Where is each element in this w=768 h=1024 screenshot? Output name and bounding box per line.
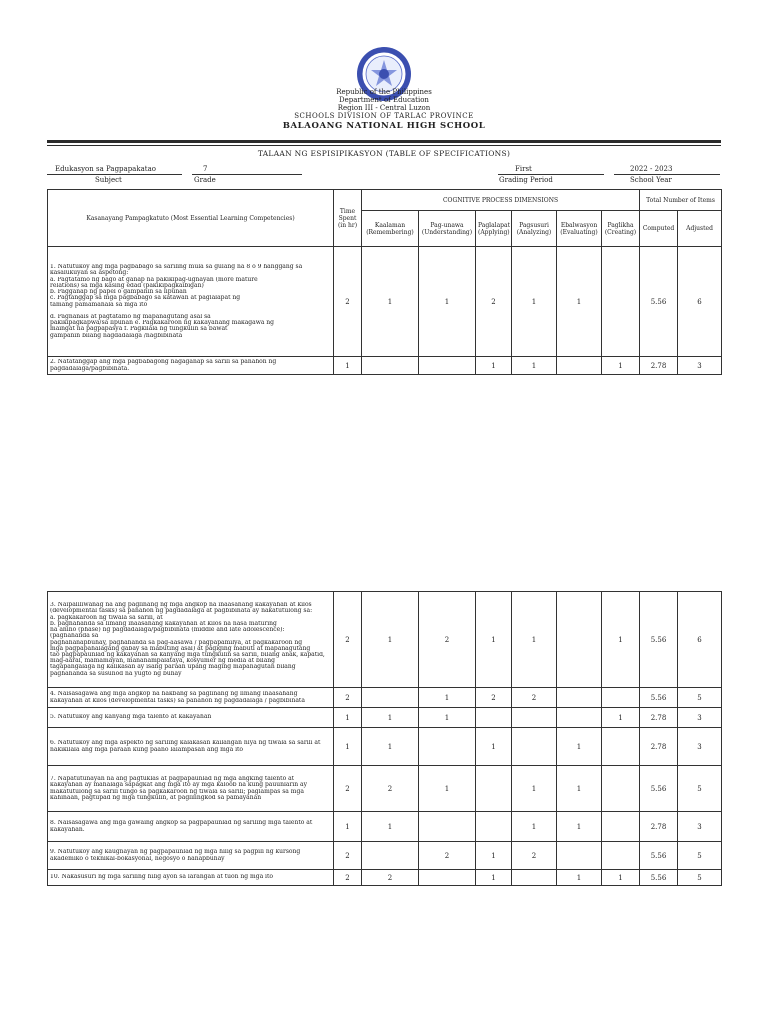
remembering-cell: 1 <box>362 708 419 728</box>
remembering-cell <box>362 688 419 708</box>
creating-cell: 1 <box>602 870 640 886</box>
table-row <box>48 708 722 728</box>
competency-cell <box>48 247 334 357</box>
competency-line: b. paghahanda sa limang inaasahang kakayahan at kilos na nasa maturing <box>50 620 277 627</box>
header-applying: Paglalapat (Applying) <box>476 211 512 247</box>
competency-line: 3. Naipaliliwanag na ang paglinang ng mga angkop na inaasahang kakayahan at kilos <box>50 602 312 609</box>
competency-line: 6. Natutukoy ang mga aspekto ng sariling kalakasan kailangan niya ng tiwala sa sarili at <box>50 740 321 747</box>
computed-cell: 2.78 <box>640 357 678 375</box>
applying-cell <box>476 766 512 812</box>
analyzing-cell <box>512 708 557 728</box>
competency-line: akademiko o teknikal-bokasyonal, negosyo o hanapbuhay <box>50 855 225 862</box>
table-row <box>48 812 722 842</box>
header-remembering: Kaalaman (Remembering) <box>362 211 419 247</box>
understanding-cell: 2 <box>419 592 476 688</box>
remembering-cell: 2 <box>362 766 419 812</box>
competency-line: kakayahan ay mahalaga sapagkat ang mga ito ay mga kaloob na kung pauunlarin ay <box>50 782 307 789</box>
header-analyzing: Pagsusuri (Analyzing) <box>512 211 557 247</box>
evaluating-cell: 1 <box>557 812 602 842</box>
creating-cell <box>602 842 640 870</box>
understanding-cell <box>419 812 476 842</box>
analyzing-cell: 1 <box>512 766 557 812</box>
document-title: TALAAN NG ESPISIPIKASYON (TABLE OF SPECIFICATIONS) <box>257 149 511 158</box>
remembering-cell: 2 <box>362 870 419 886</box>
time-spent-cell: 2 <box>334 766 362 812</box>
header-total-items: Total Number of Items <box>640 190 722 211</box>
understanding-cell: 1 <box>419 247 476 357</box>
competency-line: kasalukuyan sa aspetong: <box>50 270 129 277</box>
time-spent-cell: 2 <box>334 247 362 357</box>
table-row <box>48 592 722 688</box>
school-name: BALAOANG NATIONAL HIGH SCHOOL <box>282 121 486 131</box>
competency-line: 8. Naisasagawa ang mga gawaing angkop sa pagpapaunlad ng sariling mga talento at <box>50 820 313 827</box>
subject-underline <box>47 174 182 175</box>
competency-line: a. Pagtatamo ng bago at ganap na pakikipag-ugnayan (more mature <box>50 276 258 283</box>
table-row <box>48 357 722 375</box>
creating-cell <box>602 688 640 708</box>
applying-cell: 1 <box>476 357 512 375</box>
evaluating-cell <box>557 688 602 708</box>
school-year-value: 2022 - 2023 <box>630 165 673 173</box>
computed-cell: 5.56 <box>640 247 678 357</box>
competency-line: (paghahanda sa <box>50 633 99 640</box>
time-spent-cell: 1 <box>334 812 362 842</box>
grade-value: 7 <box>203 165 208 173</box>
grading-period-label: Grading Period <box>499 176 553 184</box>
evaluating-cell <box>557 842 602 870</box>
applying-cell <box>476 708 512 728</box>
adjusted-cell: 5 <box>678 870 722 886</box>
creating-cell <box>602 812 640 842</box>
applying-cell: 1 <box>476 592 512 688</box>
analyzing-cell: 2 <box>512 688 557 708</box>
competency-cell <box>48 708 334 728</box>
computed-cell: 2.78 <box>640 812 678 842</box>
header-computed: Computed <box>640 211 678 247</box>
evaluating-cell <box>557 357 602 375</box>
applying-cell: 2 <box>476 688 512 708</box>
competency-line: 1. Natutukoy ang mga pagbabago sa sariling mula sa gulang na 8 o 9 hanggang sa <box>50 264 303 271</box>
time-spent-cell: 2 <box>334 592 362 688</box>
competency-cell <box>48 357 334 375</box>
competency-line: c. Pagtanggap sa mga pagbabago sa katawan at paglalapat ng <box>50 295 241 302</box>
applying-cell: 1 <box>476 728 512 766</box>
competency-line: na anino (phase) ng pagdadalaga/pagbibinata (middle and late adolescence): <box>50 627 285 634</box>
analyzing-cell <box>512 870 557 886</box>
analyzing-cell: 1 <box>512 247 557 357</box>
applying-cell <box>476 812 512 842</box>
grading-period-value: First <box>515 165 532 173</box>
understanding-cell <box>419 870 476 886</box>
table-row <box>48 842 722 870</box>
competency-line: 4. Naisasagawa ang mga angkop na hakbang sa paglinang ng limang inaasahang <box>50 691 298 698</box>
remembering-cell <box>362 357 419 375</box>
creating-cell: 1 <box>602 708 640 728</box>
computed-cell: 5.56 <box>640 766 678 812</box>
competency-line: mag-aaral, mamamayan, mananampalataya, kosyumer ng media at bilang <box>50 658 275 665</box>
remembering-cell: 1 <box>362 592 419 688</box>
subject-label: Subject <box>95 176 122 184</box>
division-line: SCHOOLS DIVISION OF TARLAC PROVINCE <box>294 112 474 120</box>
header-competency: Kasanayang Pampagkatuto (Most Essential Learning Competencies) <box>48 190 334 247</box>
competency-line: 7. Napatutunayan na ang pagtuklas at pagpapaunlad ng mga angking talento at <box>50 776 295 783</box>
competency-cell <box>48 842 334 870</box>
competency-line: paghahanapbuhay, paghahanda sa pag-aasawa / pagpapamilya, at pagkakaroon ng <box>50 639 303 646</box>
adjusted-cell: 3 <box>678 728 722 766</box>
remembering-cell <box>362 842 419 870</box>
evaluating-cell: 1 <box>557 766 602 812</box>
evaluating-cell: 1 <box>557 728 602 766</box>
computed-cell: 2.78 <box>640 728 678 766</box>
subject-value: Edukasyon sa Pagpapakatao <box>55 165 156 173</box>
competency-line: pakikipagkapwa/sa lipunan e. Pagkakaroon ng kakayahang makagawa ng <box>50 320 275 327</box>
time-spent-cell: 1 <box>334 728 362 766</box>
competency-line: b. Pagganap ng papel o gampanin sa lipunan <box>50 289 187 296</box>
republic-line: Republic of the Philippines <box>336 88 432 96</box>
competency-line: paghahanda sa susunod na yugto ng buhay <box>50 670 182 677</box>
competency-line: kakayahan at kilos (developmental tasks) sa panahon ng pagdadalaga / pagbibinata <box>50 697 305 704</box>
adjusted-cell: 6 <box>678 592 722 688</box>
evaluating-cell: 1 <box>557 870 602 886</box>
table-row <box>48 728 722 766</box>
competency-line: nakikilala ang mga paraan kung paano lalampasan ang mga ito <box>50 746 244 753</box>
competency-line: 2. Natatanggap ang mga pagbabagong nagaganap sa sarili sa panahon ng <box>50 359 277 366</box>
competency-cell <box>48 766 334 812</box>
competency-cell <box>48 728 334 766</box>
competency-line: mga pagpapahalagang gabay sa mabuting asal) at pagiging mabuti at mapanagutang <box>50 645 311 652</box>
time-spent-cell: 1 <box>334 708 362 728</box>
understanding-cell <box>419 728 476 766</box>
header-understanding: Pag-unawa (Understanding) <box>419 211 476 247</box>
table-row <box>48 247 722 357</box>
creating-cell: 1 <box>602 357 640 375</box>
table-row <box>48 870 722 886</box>
understanding-cell: 1 <box>419 766 476 812</box>
time-spent-cell: 2 <box>334 688 362 708</box>
department-line: Department of Education <box>339 96 429 104</box>
computed-cell: 5.56 <box>640 870 678 886</box>
header-adjusted: Adjusted <box>678 211 722 247</box>
competency-line: pagdadalaga/pagbibinata. <box>50 365 130 372</box>
adjusted-cell: 5 <box>678 688 722 708</box>
tos-table-top <box>47 189 722 375</box>
adjusted-cell: 3 <box>678 812 722 842</box>
time-spent-cell: 1 <box>334 357 362 375</box>
tos-table-bottom <box>47 591 722 886</box>
understanding-cell <box>419 357 476 375</box>
understanding-cell: 1 <box>419 708 476 728</box>
competency-line: 10. Nakasusuri ng mga sariling hilig ayon sa larangan at tuon ng mga ito <box>50 874 273 881</box>
applying-cell: 1 <box>476 870 512 886</box>
grading-period-underline <box>498 174 604 175</box>
competency-line: gampanin bilang nagdadalaga /nagbibinata <box>50 332 183 339</box>
adjusted-cell: 3 <box>678 357 722 375</box>
computed-cell: 5.56 <box>640 592 678 688</box>
competency-line: kakayahan. <box>50 826 85 833</box>
region-line: Region III - Central Luzon <box>337 104 431 112</box>
competency-line: makatutulong sa sarili tungo sa pagkakaroon ng tiwala sa sarili; paglampas sa mga <box>50 788 304 795</box>
header-evaluating: Ebalwasyon (Evaluating) <box>557 211 602 247</box>
header-divider <box>47 140 721 143</box>
applying-cell: 2 <box>476 247 512 357</box>
understanding-cell: 1 <box>419 688 476 708</box>
analyzing-cell <box>512 728 557 766</box>
computed-cell: 5.56 <box>640 688 678 708</box>
competency-cell <box>48 812 334 842</box>
time-spent-cell: 2 <box>334 870 362 886</box>
header-divider-thin <box>47 145 721 146</box>
adjusted-cell: 5 <box>678 842 722 870</box>
evaluating-cell: 1 <box>557 247 602 357</box>
creating-cell <box>602 728 640 766</box>
time-spent-cell: 2 <box>334 842 362 870</box>
analyzing-cell: 2 <box>512 842 557 870</box>
competency-cell <box>48 870 334 886</box>
competency-line: tao pagpapaunlad ng kakayahan sa kanyang mga tungkulin sa sarili, bilang anak, kapatid, <box>50 651 325 658</box>
competency-line: kahinaan, pagtupad ng mga tungkulin, at paglilingkod sa pamayanan <box>50 794 262 801</box>
adjusted-cell: 5 <box>678 766 722 812</box>
competency-line: d. Pagnanais at pagtatamo ng mapanagutang asal sa <box>50 313 211 320</box>
computed-cell: 2.78 <box>640 708 678 728</box>
creating-cell: 1 <box>602 592 640 688</box>
competency-line: relations) sa mga kasing edad (pakikipagkaibigan) <box>50 282 204 289</box>
competency-line: (developmental tasks) sa panahon ng pagdadalaga at pagbibinata ay nakatutulong sa: <box>50 608 313 615</box>
applying-cell: 1 <box>476 842 512 870</box>
competency-line: a. pagkakaroon ng tiwala sa sarili, at <box>50 614 163 621</box>
evaluating-cell <box>557 592 602 688</box>
computed-cell: 5.56 <box>640 842 678 870</box>
header-creating: Paglikha (Creating) <box>602 211 640 247</box>
adjusted-cell: 6 <box>678 247 722 357</box>
analyzing-cell: 1 <box>512 812 557 842</box>
school-year-label: School Year <box>630 176 672 184</box>
remembering-cell: 1 <box>362 728 419 766</box>
remembering-cell: 1 <box>362 247 419 357</box>
competency-cell <box>48 592 334 688</box>
school-year-underline <box>614 174 720 175</box>
competency-line: tagapangalaga ng kalikasan ay isang paraan upang maging mapanagutan bilang <box>50 664 296 671</box>
remembering-cell: 1 <box>362 812 419 842</box>
grade-label: Grade <box>194 176 216 184</box>
adjusted-cell: 3 <box>678 708 722 728</box>
table-row <box>48 766 722 812</box>
analyzing-cell: 1 <box>512 357 557 375</box>
competency-line: 5. Natutukoy ang kanyang mga talento at kakayahan <box>50 714 212 721</box>
understanding-cell: 2 <box>419 842 476 870</box>
table-row <box>48 688 722 708</box>
header-time-spent: Time Spent (in hr) <box>334 190 362 247</box>
competency-line: maingat na pagpapasya f. Pagkilala ng tungkulin sa bawat <box>50 326 228 333</box>
competency-line: tamang pamamahala sa mga ito <box>50 301 148 308</box>
competency-line: 9. Natutukoy ang kaugnayan ng pagpapaunlad ng mga hilig sa pagpili ng kursong <box>50 849 301 856</box>
competency-cell <box>48 688 334 708</box>
creating-cell <box>602 766 640 812</box>
grade-underline <box>192 174 302 175</box>
creating-cell <box>602 247 640 357</box>
header-cognitive-dimensions: COGNITIVE PROCESS DIMENSIONS <box>362 190 640 211</box>
evaluating-cell <box>557 708 602 728</box>
analyzing-cell: 1 <box>512 592 557 688</box>
